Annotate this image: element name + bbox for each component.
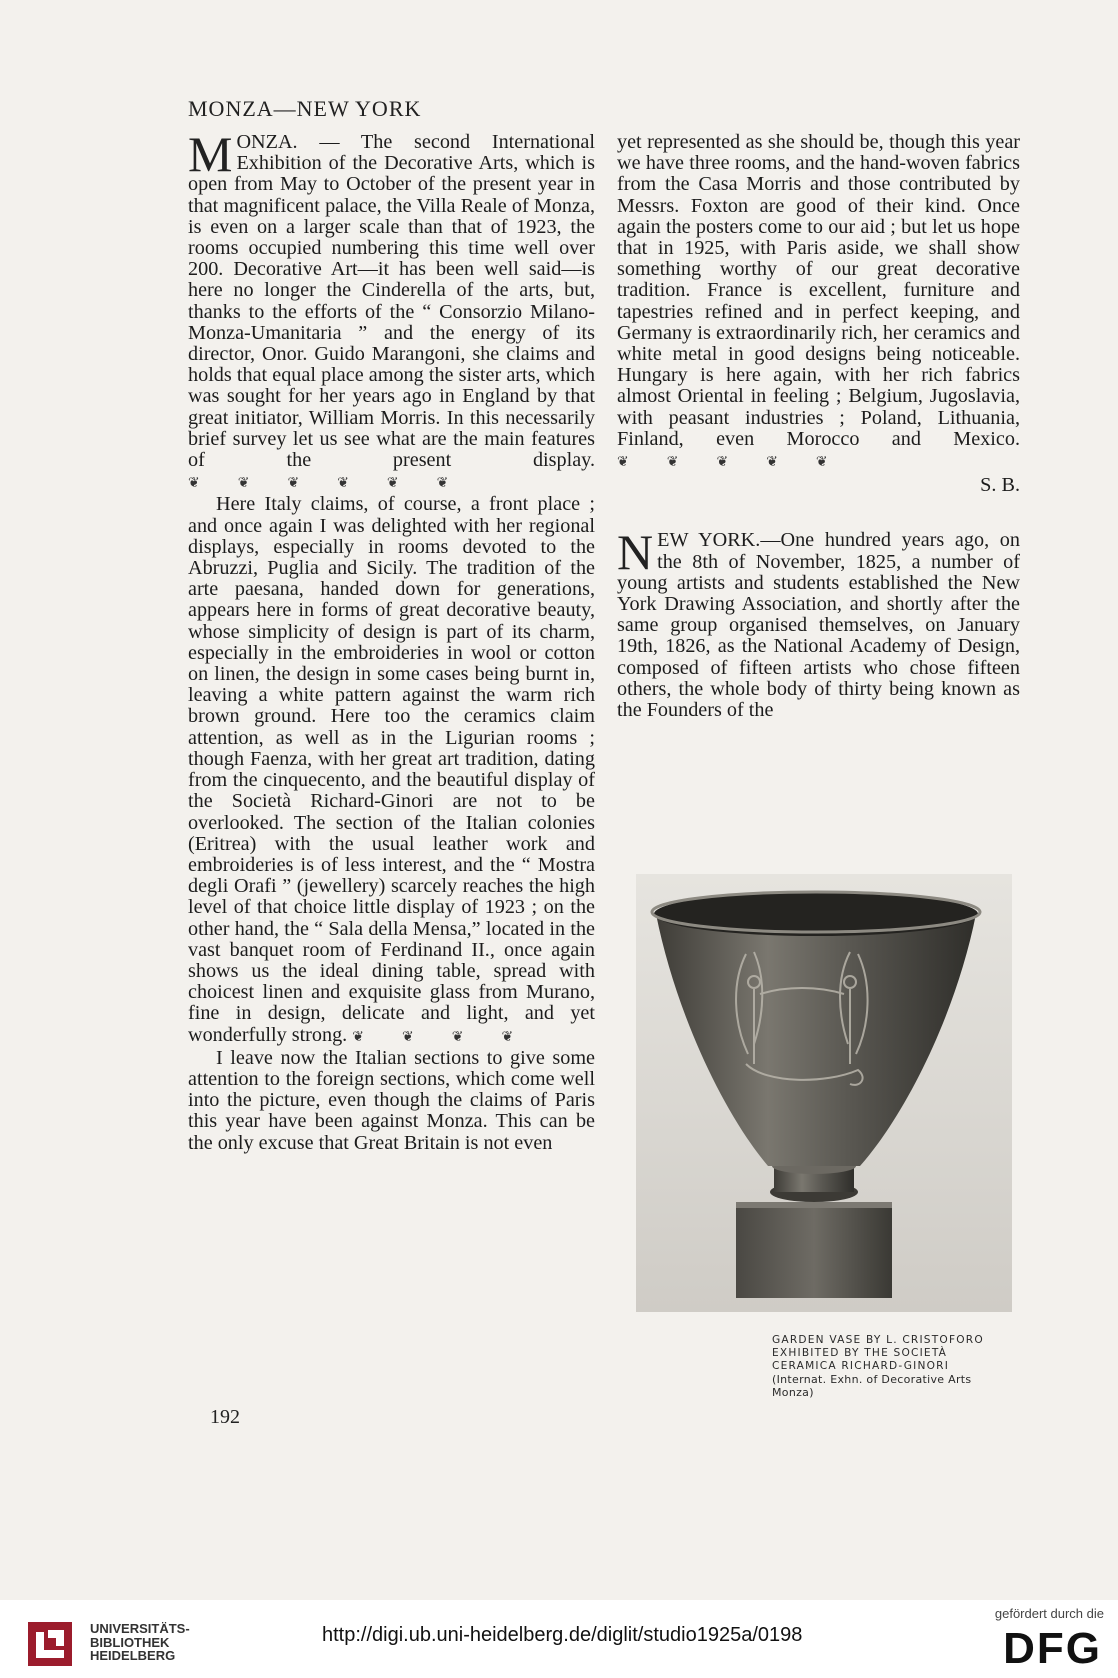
author-signature: S. B. <box>980 474 1020 497</box>
library-name-line: HEIDELBERG <box>90 1648 176 1663</box>
paragraph-foreign <box>188 1048 595 1154</box>
library-name <box>90 1622 190 1663</box>
paragraph-text: ONZA. — The second International Exhibition of the Decorative Arts, which is open from May to October of the present year in that magnificent palace, the Villa Reale of Monza, is even on a larger scale than that of 1923, the rooms occupied numbering this time well over 200. Decorative Art—it has been well said—is here no longer the Cinderella of the arts, but, thanks to the efforts of the “ Consorzio Milano-Monza-Umanitaria ” and the energy of its director, Onor. Guido Marangoni, she claims and holds that equal place among the sister arts, which was sought for her years ago in England by that great initiator, William Morris. In this necessarily brief survey let us see what are the main features of the present display. <box>188 131 595 472</box>
paragraph-monza-intro <box>188 126 595 494</box>
paragraph-text: EW YORK.—One hundred years ago, on the 8th of November, 1825, a number of young artists and students established the New York Drawing Association, and shortly after the same group organised themselves, on January 19th, 1826, as the National Academy of Design, composed of fifteen artists who chose fifteen others, the whole body of thirty being known as the Founders of the <box>617 529 1020 722</box>
column-left <box>188 126 595 1154</box>
caption-line: EXHIBITED BY THE SOCIETÀ <box>772 1347 948 1359</box>
caption-line: GARDEN VASE BY L. CRISTOFORO <box>772 1334 984 1346</box>
caption-line: CERAMICA RICHARD-GINORI <box>772 1360 950 1372</box>
paragraph-italy <box>188 494 595 1047</box>
paragraph-text: Here Italy claims, of course, a front place ; and once again I was delighted with her regional displays, especially in rooms devoted to the Abruzzi, Puglia and Sicily. The tradition of the arte paesana, handed down for generations, appears here in forms of great decorative beauty, whose simplicity of design is part of its charm, especially in the embroideries in wool or cotton on linen, the design in some cases being burnt in, leaving a white pattern against the warm rich brown ground. Here too the ceramics claim attention, as well as in the Ligurian rooms ; though Faenza, with her great art tradition, dating from the cinquecento, and the beautiful display of the Società Richard-Ginori are not to be overlooked. The section of the Italian colonies (Eritrea) with the usual leather work and embroideries is of less interest, and the “ Mostra degli Orafi ” (jewellery) scarcely reaches the high level of that choice little display of 1923 ; on the other hand, the “ Sala della Mensa,” located in the vast banquet room of Ferdinand II., once again shows us the ideal dining table, spread with choicest linen and exquisite glass from Murano, fine in design, delicate and light, and yet wonderfully strong. <box>188 493 595 1046</box>
vase-photograph <box>636 874 1012 1312</box>
library-logo-icon <box>28 1622 80 1666</box>
leaf-ornament: ❦❦❦❦❦❦ <box>188 476 487 492</box>
paragraph-text: yet represented as she should be, though this year we have three rooms, and the hand-woven fabrics from the Casa Morris and those contributed by Messrs. Foxton are good of their kind. Once again the posters come to our aid ; but let us hope that in 1925, with Paris aside, we shall show something worthy of our great decorative tradition. France is excellent, furniture and tapestries refined and in perfect keeping, and Germany is extraordinarily rich, her ceramics and white metal in good designs being noticeable. Hungary is here again, with her rich fabrics almost Oriental in feeling ; Belgium, Jugoslavia, with peasant industries ; Poland, Lithuania, Finland, even Morocco and Mexico. <box>617 131 1020 450</box>
leaf-ornament: ❦❦❦❦ <box>352 1029 552 1045</box>
figure-caption <box>772 1334 1014 1399</box>
caption-note: (Internat. Exhn. of Decorative Arts Monza) <box>772 1373 972 1399</box>
library-name-line: BIBLIOTHEK <box>90 1634 170 1650</box>
dropcap-n: N <box>617 524 654 581</box>
section-gap <box>617 496 1020 530</box>
paragraph-newyork <box>617 524 1020 722</box>
library-name-line: UNIVERSITÄTS- <box>90 1621 190 1636</box>
vase-illustration <box>636 874 1012 1312</box>
source-url-link[interactable]: http://digi.ub.uni-heidelberg.de/diglit/studio1925a/0198 <box>322 1624 803 1646</box>
column-right <box>617 132 1020 721</box>
digitization-footer <box>0 1600 1118 1678</box>
dfg-logo: DFG <box>1003 1624 1102 1673</box>
running-head: MONZA—NEW YORK <box>188 96 422 121</box>
plinth-shape <box>736 1202 892 1298</box>
leaf-ornament: ❦❦❦❦❦ <box>617 455 866 471</box>
page-number: 192 <box>210 1406 240 1428</box>
funded-by-label: gefördert durch die <box>994 1606 1104 1621</box>
dropcap-m: M <box>188 126 233 182</box>
paragraph-britain <box>617 132 1020 473</box>
paragraph-text: I leave now the Italian sections to give some attention to the foreign sections, which come well into the picture, even though the claims of Paris this year have been against Monza. This can be the only excuse that Great Britain is not even <box>188 1046 595 1154</box>
